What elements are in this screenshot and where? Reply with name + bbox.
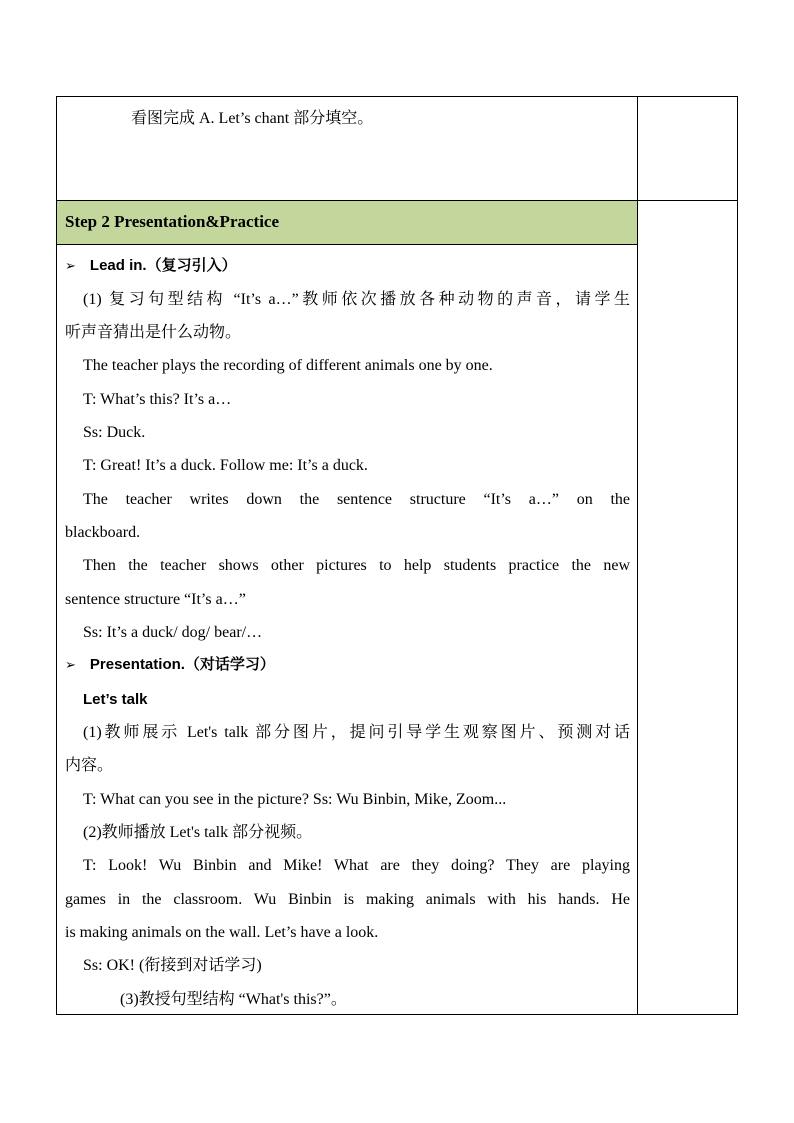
lead-in-heading xyxy=(65,256,237,276)
lets-talk-subheading: Let’s talk xyxy=(83,691,148,708)
presentation-p1-line2: 内容。 xyxy=(65,757,114,774)
lead-in-s1: Ss: Duck. xyxy=(83,424,146,441)
presentation-p3: (3)教授句型结构 “What's this?”。 xyxy=(120,991,347,1008)
lead-in-p3-line1: The teacher writes down the sentence structure “It’s a…” on the xyxy=(83,491,630,508)
presentation-t2-line3: is making animals on the wall. Let’s have a look. xyxy=(65,924,379,941)
presentation-heading xyxy=(65,655,275,675)
intro-text: 看图完成 A. Let’s chant 部分填空。 xyxy=(131,110,374,127)
step-header xyxy=(57,201,637,245)
lead-in-t2: T: Great! It’s a duck. Follow me: It’s a duck. xyxy=(83,457,368,474)
presentation-t2-line2: games in the classroom. Wu Binbin is making animals with his hands. He xyxy=(65,891,630,908)
arrow-bullet-icon: ➢ xyxy=(65,258,76,273)
lesson-table xyxy=(56,96,738,1015)
lead-in-s2: Ss: It’s a duck/ dog/ bear/… xyxy=(83,624,263,641)
presentation-s1: Ss: OK! (衔接到对话学习) xyxy=(83,957,262,974)
presentation-heading-text: Presentation.（对话学习） xyxy=(89,656,275,673)
lead-in-t1: T: What’s this? It’s a… xyxy=(83,391,232,408)
presentation-p1-line1: (1)教师展示 Let's talk 部分图片，提问引导学生观察图片、预测对话 xyxy=(83,724,630,741)
presentation-t1: T: What can you see in the picture? Ss: Wu Binbin, Mike, Zoom... xyxy=(83,791,507,808)
step-title: Step 2 Presentation&Practice xyxy=(65,212,280,231)
lead-in-heading-text: Lead in.（复习引入） xyxy=(89,257,237,274)
lead-in-p3-line2: blackboard. xyxy=(65,524,141,541)
lead-in-p4-line2: sentence structure “It’s a…” xyxy=(65,591,246,608)
lead-in-p1-line2: 听声音猜出是什么动物。 xyxy=(65,324,242,341)
lead-in-p2: The teacher plays the recording of different animals one by one. xyxy=(83,357,493,374)
presentation-p2: (2)教师播放 Let's talk 部分视频。 xyxy=(83,824,313,841)
arrow-bullet-icon: ➢ xyxy=(65,657,76,672)
lead-in-p4-line1: Then the teacher shows other pictures to help students practice the new xyxy=(83,557,630,574)
presentation-t2-line1: T: Look! Wu Binbin and Mike! What are they doing? They are playing xyxy=(83,857,630,874)
column-divider xyxy=(637,97,638,1014)
lead-in-p1-line1: (1) 复习句型结构 “It’s a…”教师依次播放各种动物的声音，请学生 xyxy=(83,291,630,308)
